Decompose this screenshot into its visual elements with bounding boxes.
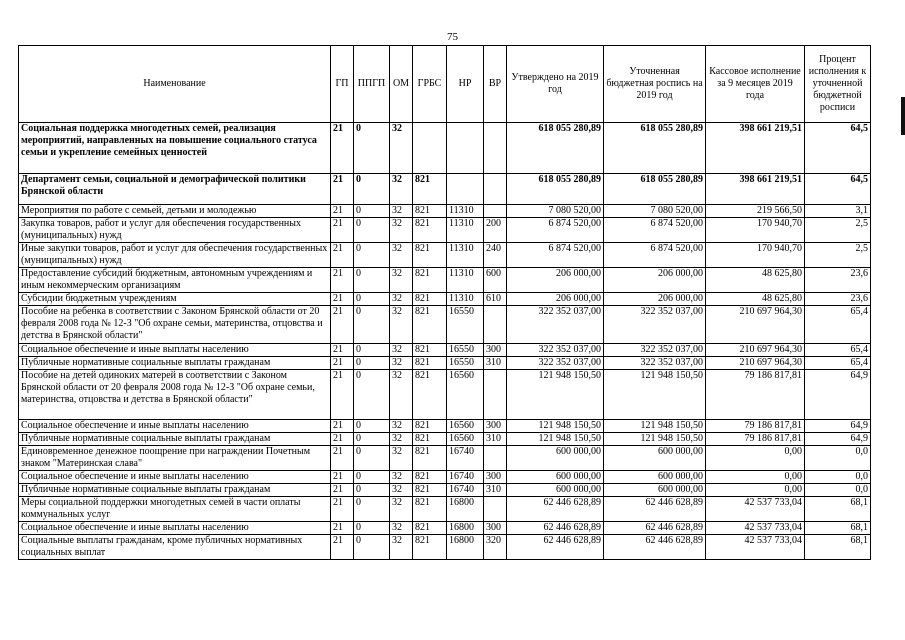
cell-percent: 64,5 <box>805 174 871 205</box>
cell-percent: 65,4 <box>805 306 871 344</box>
cell-name: Единовременное денежное поощрение при награждении Почетным знаком "Материнская слава" <box>19 446 331 471</box>
cell-om: 32 <box>390 535 413 560</box>
table-row <box>19 268 871 293</box>
cell-om: 32 <box>390 268 413 293</box>
cell-refined: 618 055 280,89 <box>604 174 706 205</box>
cell-om: 32 <box>390 205 413 218</box>
cell-ppgp: 0 <box>354 218 390 243</box>
cell-approved: 206 000,00 <box>507 293 604 306</box>
cell-percent: 0,0 <box>805 446 871 471</box>
cell-ppgp: 0 <box>354 357 390 370</box>
cell-name: Мероприятия по работе с семьей, детьми и молодежью <box>19 205 331 218</box>
table-row <box>19 471 871 484</box>
cell-name: Закупка товаров, работ и услуг для обеспечения государственных (муниципальных) нужд <box>19 218 331 243</box>
header-gp: ГП <box>331 46 354 123</box>
cell-gp: 21 <box>331 268 354 293</box>
cell-refined: 62 446 628,89 <box>604 497 706 522</box>
cell-name: Социальные выплаты гражданам, кроме публичных нормативных социальных выплат <box>19 535 331 560</box>
cell-ppgp: 0 <box>354 535 390 560</box>
cell-np: 16550 <box>447 344 484 357</box>
cell-vr: 310 <box>484 484 507 497</box>
cell-approved: 62 446 628,89 <box>507 535 604 560</box>
cell-ppgp: 0 <box>354 268 390 293</box>
cell-percent: 0,0 <box>805 471 871 484</box>
cell-np: 11310 <box>447 205 484 218</box>
cell-vr: 320 <box>484 535 507 560</box>
cell-om: 32 <box>390 344 413 357</box>
cell-vr <box>484 497 507 522</box>
table-header-row <box>19 46 871 123</box>
cell-np: 16740 <box>447 484 484 497</box>
cell-gp: 21 <box>331 218 354 243</box>
cell-ppgp: 0 <box>354 497 390 522</box>
table-row <box>19 243 871 268</box>
cell-approved: 322 352 037,00 <box>507 306 604 344</box>
cell-vr <box>484 446 507 471</box>
cell-vr: 300 <box>484 344 507 357</box>
cell-ppgp: 0 <box>354 205 390 218</box>
cell-percent: 2,5 <box>805 243 871 268</box>
cell-om: 32 <box>390 446 413 471</box>
cell-cash: 42 537 733,04 <box>706 522 805 535</box>
cell-name: Публичные нормативные социальные выплаты гражданам <box>19 357 331 370</box>
cell-vr: 300 <box>484 522 507 535</box>
cell-vr <box>484 306 507 344</box>
header-percent: Процент исполнения к уточненной бюджетной росписи <box>805 46 871 123</box>
cell-approved: 322 352 037,00 <box>507 357 604 370</box>
cell-refined: 206 000,00 <box>604 293 706 306</box>
cell-grbs: 821 <box>413 243 447 268</box>
cell-np <box>447 123 484 174</box>
cell-grbs: 821 <box>413 471 447 484</box>
cell-name: Социальное обеспечение и иные выплаты населению <box>19 522 331 535</box>
cell-refined: 322 352 037,00 <box>604 344 706 357</box>
table-row <box>19 293 871 306</box>
cell-ppgp: 0 <box>354 433 390 446</box>
cell-grbs: 821 <box>413 522 447 535</box>
cell-np: 16740 <box>447 471 484 484</box>
cell-gp: 21 <box>331 123 354 174</box>
cell-grbs: 821 <box>413 293 447 306</box>
cell-approved: 121 948 150,50 <box>507 370 604 420</box>
table-row <box>19 433 871 446</box>
cell-cash: 0,00 <box>706 484 805 497</box>
cell-refined: 7 080 520,00 <box>604 205 706 218</box>
cell-vr: 310 <box>484 357 507 370</box>
cell-vr: 610 <box>484 293 507 306</box>
table-row <box>19 420 871 433</box>
cell-grbs: 821 <box>413 497 447 522</box>
cell-vr: 300 <box>484 420 507 433</box>
cell-om: 32 <box>390 123 413 174</box>
cell-refined: 62 446 628,89 <box>604 535 706 560</box>
cell-cash: 79 186 817,81 <box>706 370 805 420</box>
table-row <box>19 446 871 471</box>
cell-approved: 7 080 520,00 <box>507 205 604 218</box>
cell-cash: 42 537 733,04 <box>706 535 805 560</box>
cell-cash: 210 697 964,30 <box>706 344 805 357</box>
cell-vr <box>484 174 507 205</box>
cell-gp: 21 <box>331 370 354 420</box>
page-number: 75 <box>447 31 458 43</box>
cell-percent: 64,9 <box>805 370 871 420</box>
cell-name: Пособие на детей одиноких матерей в соответствии с Законом Брянской области от 20 февраля 2008 года № 12-З "Об охране семьи, материнства, отцовства и детства в Брянской области" <box>19 370 331 420</box>
cell-name: Социальное обеспечение и иные выплаты населению <box>19 471 331 484</box>
cell-grbs: 821 <box>413 344 447 357</box>
table-row <box>19 218 871 243</box>
cell-om: 32 <box>390 433 413 446</box>
cell-gp: 21 <box>331 174 354 205</box>
cell-grbs: 821 <box>413 433 447 446</box>
cell-cash: 398 661 219,51 <box>706 174 805 205</box>
cell-name: Социальная поддержка многодетных семей, реализация мероприятий, направленных на повышение социального статуса семьи и укрепление семейных ценностей <box>19 123 331 174</box>
cell-gp: 21 <box>331 357 354 370</box>
cell-cash: 0,00 <box>706 446 805 471</box>
header-vr: ВР <box>484 46 507 123</box>
cell-refined: 206 000,00 <box>604 268 706 293</box>
cell-gp: 21 <box>331 433 354 446</box>
cell-vr <box>484 205 507 218</box>
cell-om: 32 <box>390 471 413 484</box>
cell-ppgp: 0 <box>354 293 390 306</box>
header-approved: Утверждено на 2019 год <box>507 46 604 123</box>
cell-approved: 121 948 150,50 <box>507 420 604 433</box>
cell-om: 32 <box>390 306 413 344</box>
cell-grbs: 821 <box>413 306 447 344</box>
cell-refined: 322 352 037,00 <box>604 357 706 370</box>
cell-refined: 600 000,00 <box>604 446 706 471</box>
cell-approved: 322 352 037,00 <box>507 344 604 357</box>
cell-percent: 68,1 <box>805 497 871 522</box>
cell-gp: 21 <box>331 293 354 306</box>
cell-gp: 21 <box>331 497 354 522</box>
cell-om: 32 <box>390 218 413 243</box>
header-ppgp: ППГП <box>354 46 390 123</box>
cell-percent: 23,6 <box>805 268 871 293</box>
cell-percent: 64,5 <box>805 123 871 174</box>
cell-grbs <box>413 123 447 174</box>
cell-np: 11310 <box>447 268 484 293</box>
cell-om: 32 <box>390 484 413 497</box>
cell-name: Социальное обеспечение и иные выплаты населению <box>19 344 331 357</box>
cell-np: 16800 <box>447 522 484 535</box>
cell-vr: 600 <box>484 268 507 293</box>
table-row <box>19 344 871 357</box>
cell-np: 16800 <box>447 535 484 560</box>
cell-percent: 0,0 <box>805 484 871 497</box>
cell-vr: 240 <box>484 243 507 268</box>
cell-percent: 68,1 <box>805 522 871 535</box>
cell-refined: 600 000,00 <box>604 484 706 497</box>
cell-approved: 600 000,00 <box>507 471 604 484</box>
cell-cash: 170 940,70 <box>706 218 805 243</box>
cell-approved: 618 055 280,89 <box>507 174 604 205</box>
cell-ppgp: 0 <box>354 446 390 471</box>
cell-refined: 121 948 150,50 <box>604 433 706 446</box>
cell-cash: 79 186 817,81 <box>706 433 805 446</box>
cell-ppgp: 0 <box>354 306 390 344</box>
cell-np: 16550 <box>447 357 484 370</box>
cell-refined: 6 874 520,00 <box>604 218 706 243</box>
cell-om: 32 <box>390 243 413 268</box>
cell-percent: 2,5 <box>805 218 871 243</box>
cell-name: Пособие на ребенка в соответствии с Законом Брянской области от 20 февраля 2008 года № 12-З "Об охране семьи, материнства, отцовства и детства в Брянской области" <box>19 306 331 344</box>
cell-approved: 600 000,00 <box>507 484 604 497</box>
header-name: Наименование <box>19 46 331 123</box>
cell-cash: 210 697 964,30 <box>706 306 805 344</box>
table-row <box>19 484 871 497</box>
cell-gp: 21 <box>331 522 354 535</box>
cell-vr: 200 <box>484 218 507 243</box>
cell-approved: 206 000,00 <box>507 268 604 293</box>
cell-percent: 65,4 <box>805 344 871 357</box>
cell-cash: 170 940,70 <box>706 243 805 268</box>
cell-om: 32 <box>390 370 413 420</box>
cell-grbs: 821 <box>413 268 447 293</box>
cell-np: 16550 <box>447 306 484 344</box>
cell-ppgp: 0 <box>354 174 390 205</box>
cell-ppgp: 0 <box>354 344 390 357</box>
header-grbs: ГРБС <box>413 46 447 123</box>
cell-vr: 310 <box>484 433 507 446</box>
cell-percent: 64,9 <box>805 420 871 433</box>
cell-gp: 21 <box>331 243 354 268</box>
cell-cash: 48 625,80 <box>706 293 805 306</box>
cell-ppgp: 0 <box>354 522 390 535</box>
cell-gp: 21 <box>331 344 354 357</box>
cell-grbs: 821 <box>413 357 447 370</box>
cell-ppgp: 0 <box>354 123 390 174</box>
cell-om: 32 <box>390 357 413 370</box>
header-np: НР <box>447 46 484 123</box>
cell-approved: 6 874 520,00 <box>507 218 604 243</box>
cell-gp: 21 <box>331 420 354 433</box>
cell-np: 16560 <box>447 420 484 433</box>
cell-name: Иные закупки товаров, работ и услуг для обеспечения государственных (муниципальных) нужд <box>19 243 331 268</box>
table-row <box>19 174 871 205</box>
cell-refined: 322 352 037,00 <box>604 306 706 344</box>
cell-ppgp: 0 <box>354 370 390 420</box>
table-row <box>19 123 871 174</box>
cell-gp: 21 <box>331 484 354 497</box>
cell-om: 32 <box>390 174 413 205</box>
cell-name: Публичные нормативные социальные выплаты гражданам <box>19 433 331 446</box>
cell-approved: 618 055 280,89 <box>507 123 604 174</box>
cell-om: 32 <box>390 293 413 306</box>
cell-grbs: 821 <box>413 174 447 205</box>
cell-np: 16800 <box>447 497 484 522</box>
cell-ppgp: 0 <box>354 243 390 268</box>
cell-gp: 21 <box>331 306 354 344</box>
table-row <box>19 497 871 522</box>
cell-grbs: 821 <box>413 218 447 243</box>
cell-grbs: 821 <box>413 535 447 560</box>
cell-refined: 121 948 150,50 <box>604 370 706 420</box>
cell-percent: 68,1 <box>805 535 871 560</box>
budget-table <box>18 45 871 560</box>
table-row <box>19 306 871 344</box>
cell-name: Социальное обеспечение и иные выплаты населению <box>19 420 331 433</box>
cell-name: Публичные нормативные социальные выплаты гражданам <box>19 484 331 497</box>
cell-cash: 0,00 <box>706 471 805 484</box>
cell-approved: 121 948 150,50 <box>507 433 604 446</box>
cell-np: 11310 <box>447 218 484 243</box>
cell-cash: 219 566,50 <box>706 205 805 218</box>
cell-vr <box>484 123 507 174</box>
cell-grbs: 821 <box>413 446 447 471</box>
cell-name: Департамент семьи, социальной и демографической политики Брянской области <box>19 174 331 205</box>
cell-percent: 3,1 <box>805 205 871 218</box>
cell-approved: 600 000,00 <box>507 446 604 471</box>
cell-gp: 21 <box>331 535 354 560</box>
cell-om: 32 <box>390 420 413 433</box>
cell-np: 16560 <box>447 433 484 446</box>
header-cash: Кассовое исполнение за 9 месяцев 2019 года <box>706 46 805 123</box>
cell-np <box>447 174 484 205</box>
cell-refined: 121 948 150,50 <box>604 420 706 433</box>
cell-np: 16740 <box>447 446 484 471</box>
cell-np: 11310 <box>447 243 484 268</box>
cell-approved: 6 874 520,00 <box>507 243 604 268</box>
cell-refined: 62 446 628,89 <box>604 522 706 535</box>
cell-name: Предоставление субсидий бюджетным, автономным учреждениям и иным некоммерческим организациям <box>19 268 331 293</box>
cell-ppgp: 0 <box>354 420 390 433</box>
cell-percent: 23,6 <box>805 293 871 306</box>
cell-grbs: 821 <box>413 420 447 433</box>
cell-np: 11310 <box>447 293 484 306</box>
table-row <box>19 370 871 420</box>
header-refined: Уточненная бюджетная роспись на 2019 год <box>604 46 706 123</box>
cell-cash: 210 697 964,30 <box>706 357 805 370</box>
cell-grbs: 821 <box>413 370 447 420</box>
cell-cash: 42 537 733,04 <box>706 497 805 522</box>
cell-refined: 600 000,00 <box>604 471 706 484</box>
cell-om: 32 <box>390 522 413 535</box>
cell-refined: 618 055 280,89 <box>604 123 706 174</box>
cell-cash: 48 625,80 <box>706 268 805 293</box>
scan-edge-mark <box>901 97 905 135</box>
cell-om: 32 <box>390 497 413 522</box>
cell-cash: 79 186 817,81 <box>706 420 805 433</box>
cell-cash: 398 661 219,51 <box>706 123 805 174</box>
cell-gp: 21 <box>331 471 354 484</box>
cell-approved: 62 446 628,89 <box>507 522 604 535</box>
cell-name: Субсидии бюджетным учреждениям <box>19 293 331 306</box>
cell-np: 16560 <box>447 370 484 420</box>
header-om: ОМ <box>390 46 413 123</box>
cell-percent: 65,4 <box>805 357 871 370</box>
cell-ppgp: 0 <box>354 484 390 497</box>
cell-gp: 21 <box>331 446 354 471</box>
cell-percent: 64,9 <box>805 433 871 446</box>
cell-refined: 6 874 520,00 <box>604 243 706 268</box>
table-row <box>19 535 871 560</box>
cell-grbs: 821 <box>413 205 447 218</box>
cell-vr: 300 <box>484 471 507 484</box>
cell-approved: 62 446 628,89 <box>507 497 604 522</box>
table-row <box>19 522 871 535</box>
cell-ppgp: 0 <box>354 471 390 484</box>
table-row <box>19 205 871 218</box>
cell-vr <box>484 370 507 420</box>
cell-gp: 21 <box>331 205 354 218</box>
cell-name: Меры социальной поддержки многодетных семей в части оплаты коммунальных услуг <box>19 497 331 522</box>
table-row <box>19 357 871 370</box>
cell-grbs: 821 <box>413 484 447 497</box>
